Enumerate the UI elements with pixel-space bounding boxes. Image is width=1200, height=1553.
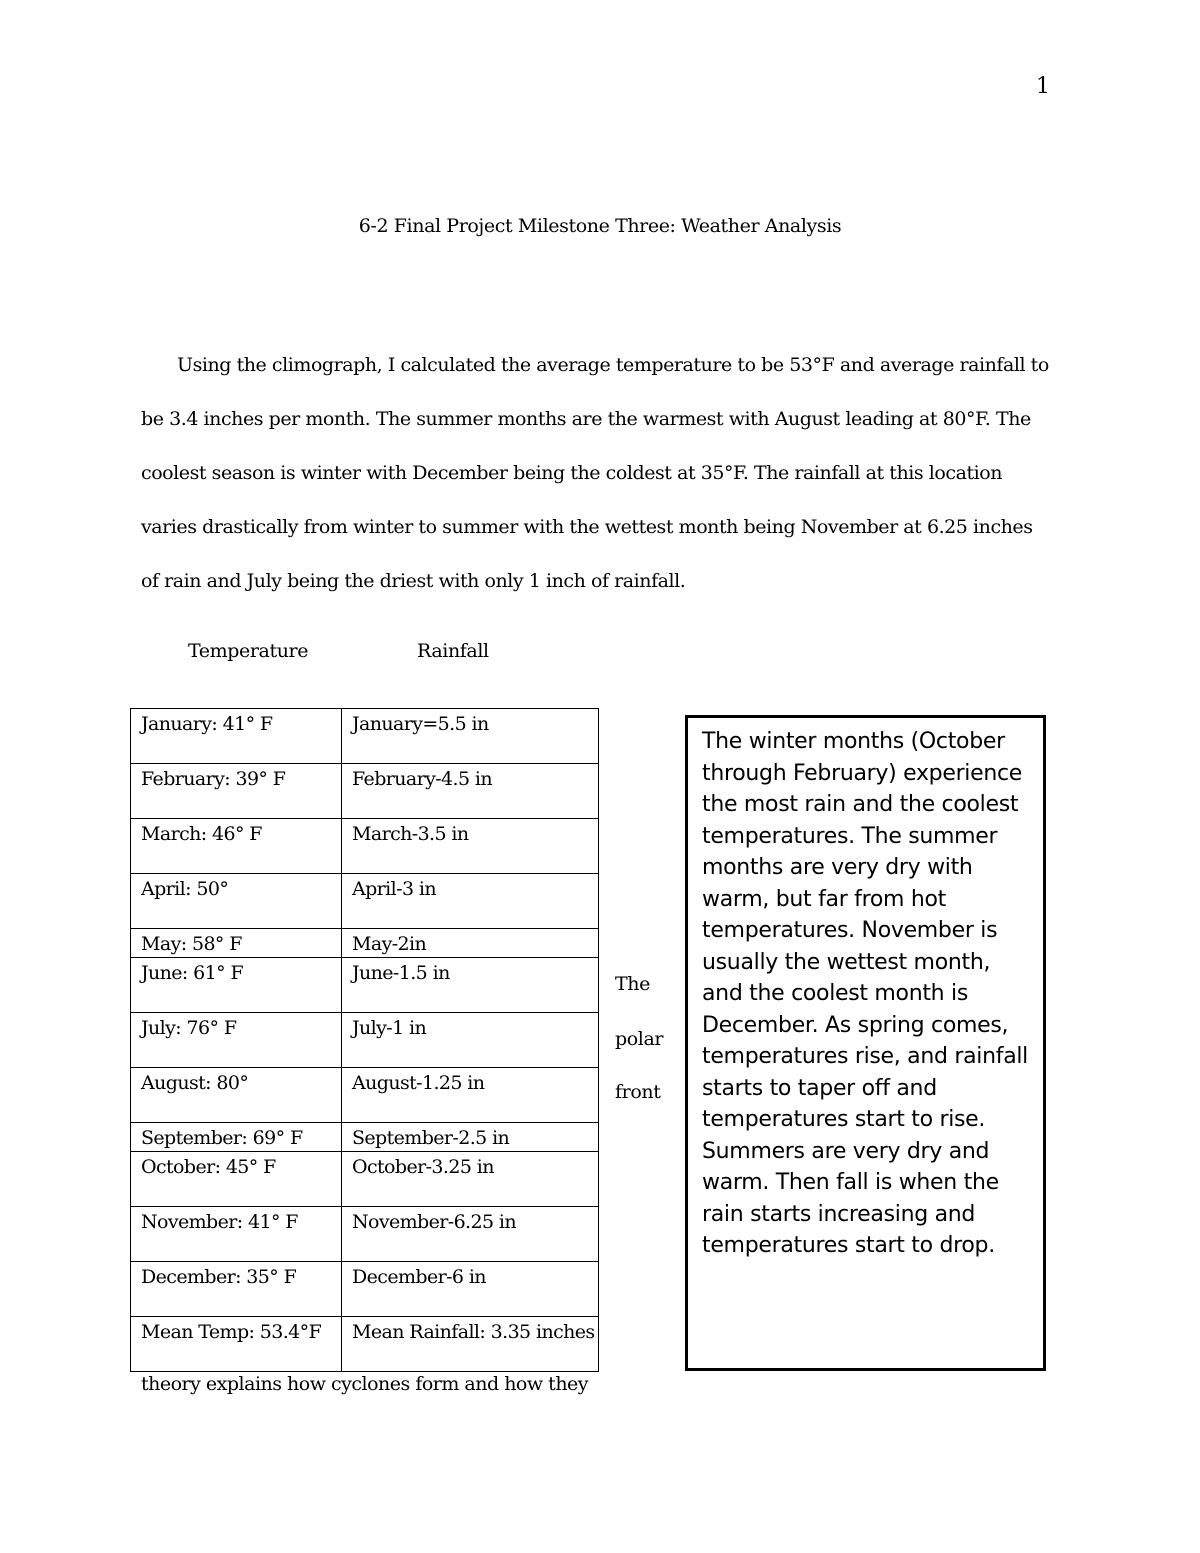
summary-text-box	[685, 715, 1046, 1371]
trailing-paragraph-line: theory explains how cyclones form and how they	[141, 1373, 589, 1395]
temperature-cell: May: 58° F	[131, 929, 342, 958]
temperature-cell: June: 61° F	[131, 958, 342, 1013]
rainfall-cell: April-3 in	[342, 874, 599, 929]
rainfall-cell: May-2in	[342, 929, 599, 958]
table-row	[131, 1262, 599, 1317]
mean-temperature-cell: Mean Temp: 53.4°F	[131, 1317, 342, 1372]
table-row	[131, 1123, 599, 1152]
table-row	[131, 819, 599, 874]
temperature-cell: April: 50°	[131, 874, 342, 929]
rainfall-cell: January=5.5 in	[342, 709, 599, 764]
paragraph-line-5: of rain and July being the driest with only 1 inch of rainfall.	[141, 570, 686, 592]
temperature-cell: September: 69° F	[131, 1123, 342, 1152]
rainfall-cell: July-1 in	[342, 1013, 599, 1068]
paragraph-line-1: Using the climograph, I calculated the average temperature to be 53°F and average rainfall to	[177, 354, 1049, 376]
rainfall-cell: August-1.25 in	[342, 1068, 599, 1123]
table-row	[131, 1068, 599, 1123]
table-row	[131, 764, 599, 819]
paragraph-line-2: be 3.4 inches per month. The summer months are the warmest with August leading at 80°F. The	[141, 408, 1031, 430]
rainfall-cell: September-2.5 in	[342, 1123, 599, 1152]
side-text-the: The	[615, 973, 650, 995]
temperature-cell: October: 45° F	[131, 1152, 342, 1207]
temperature-cell: February: 39° F	[131, 764, 342, 819]
temperature-cell: January: 41° F	[131, 709, 342, 764]
table-row	[131, 1152, 599, 1207]
rainfall-cell: February-4.5 in	[342, 764, 599, 819]
rainfall-cell: March-3.5 in	[342, 819, 599, 874]
summary-text: The winter months (October through February) experience the most rain and the coolest temperatures. The summer months are very dry with warm, but far from hot temperatures. November is usually the wettest month, and the coolest month is December. As spring comes, temperatures rise, and rainfall starts to taper off and temperatures start to rise. Summers are very dry and warm. Then fall is when the rain starts increasing and temperatures start to drop.	[702, 729, 1028, 1258]
temperature-cell: July: 76° F	[131, 1013, 342, 1068]
rainfall-cell: November-6.25 in	[342, 1207, 599, 1262]
rainfall-cell: December-6 in	[342, 1262, 599, 1317]
side-text-front: front	[615, 1081, 661, 1103]
temperature-cell: November: 41° F	[131, 1207, 342, 1262]
table-row	[131, 1317, 599, 1372]
table-row	[131, 1013, 599, 1068]
table-row	[131, 874, 599, 929]
temperature-cell: December: 35° F	[131, 1262, 342, 1317]
mean-rainfall-cell: Mean Rainfall: 3.35 inches	[342, 1317, 599, 1372]
temperature-cell: March: 46° F	[131, 819, 342, 874]
temperature-cell: August: 80°	[131, 1068, 342, 1123]
table-row	[131, 709, 599, 764]
temperature-heading: Temperature	[188, 640, 309, 662]
rainfall-cell: June-1.5 in	[342, 958, 599, 1013]
paragraph-line-3: coolest season is winter with December being the coldest at 35°F. The rainfall at this location	[141, 462, 1003, 484]
paragraph-line-4: varies drastically from winter to summer with the wettest month being November at 6.25 inches	[141, 516, 1033, 538]
side-text-polar: polar	[615, 1028, 664, 1050]
rainfall-cell: October-3.25 in	[342, 1152, 599, 1207]
table-row	[131, 958, 599, 1013]
table-row	[131, 929, 599, 958]
weather-table	[130, 708, 599, 1372]
page-number: 1	[1036, 74, 1050, 99]
rainfall-heading: Rainfall	[417, 640, 489, 662]
document-title: 6-2 Final Project Milestone Three: Weather Analysis	[358, 215, 842, 237]
table-row	[131, 1207, 599, 1262]
